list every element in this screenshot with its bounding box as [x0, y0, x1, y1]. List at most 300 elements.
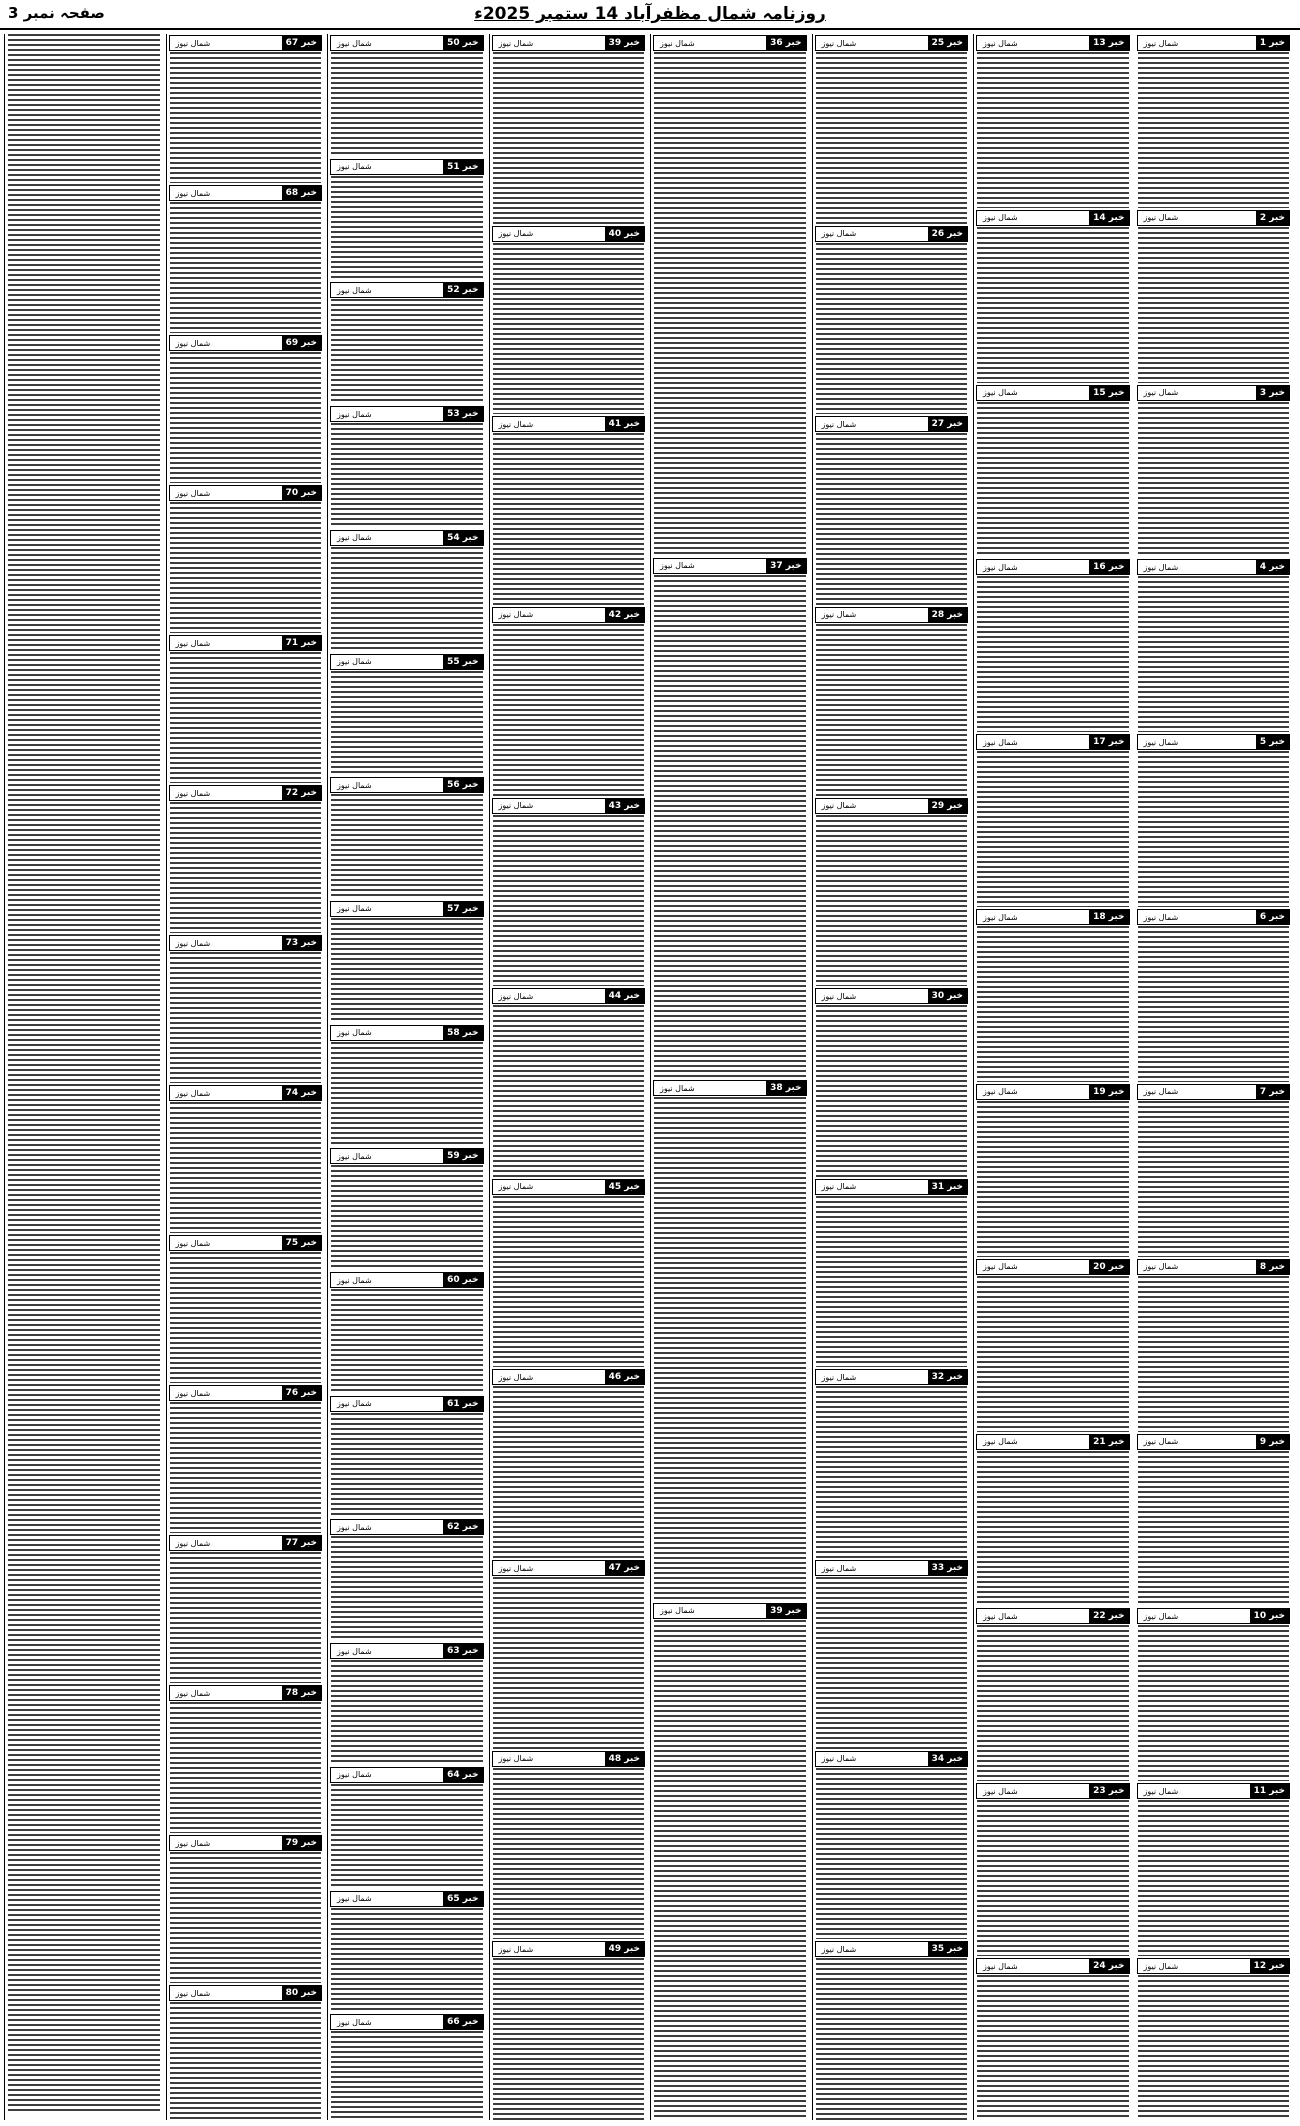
article-text-block — [331, 176, 483, 281]
article-text-block — [493, 1386, 645, 1558]
article-text-block — [977, 227, 1129, 383]
news-item-header — [1137, 909, 1291, 925]
news-item-header — [330, 1767, 484, 1783]
news-item-number: خبر 63 — [443, 1644, 482, 1658]
news-item-number: خبر 43 — [605, 799, 644, 813]
news-item-number: خبر 16 — [1089, 560, 1128, 574]
news-item — [490, 1941, 648, 2120]
news-item-number: خبر 1 — [1256, 36, 1289, 50]
news-item-header — [976, 385, 1130, 401]
article-text-block — [170, 1552, 322, 1683]
article-text-block — [493, 1958, 645, 2120]
article-text-block — [493, 815, 645, 987]
article-text-block — [331, 423, 483, 528]
section-label: شمال نیوز — [498, 801, 534, 810]
news-item — [974, 559, 1132, 733]
news-item-number: خبر 27 — [928, 417, 967, 431]
article-text-block — [1138, 1451, 1290, 1607]
news-item-header — [653, 1080, 807, 1096]
article-text-block — [1138, 576, 1290, 732]
article-text-block — [170, 1102, 322, 1233]
section-label: شمال نیوز — [821, 991, 857, 1001]
news-item-header — [330, 2014, 484, 2030]
news-item — [167, 635, 325, 784]
news-item-header — [169, 335, 323, 351]
news-item — [974, 35, 1132, 209]
news-item-header — [653, 558, 807, 574]
news-item — [974, 909, 1132, 1083]
news-item-header — [492, 988, 646, 1004]
news-item-header — [976, 1783, 1130, 1799]
news-item — [974, 1084, 1132, 1258]
news-item — [974, 1958, 1132, 2120]
news-item — [167, 1685, 325, 1834]
news-item — [328, 1891, 486, 2014]
article-text-block — [331, 547, 483, 652]
article-text-block — [816, 1768, 968, 1940]
news-item — [328, 2014, 486, 2120]
news-item-header — [492, 226, 646, 242]
news-item — [974, 1434, 1132, 1608]
news-item-header — [169, 935, 323, 951]
article-text-block — [1138, 1101, 1290, 1257]
news-item-header — [169, 1085, 323, 1101]
section-label: شمال نیوز — [983, 562, 1018, 572]
news-item-header — [815, 607, 969, 623]
section-label: شمال نیوز — [821, 229, 857, 239]
article-text-block — [170, 202, 322, 333]
section-label: شمال نیوز — [175, 38, 211, 48]
section-label: شمال نیوز — [498, 991, 534, 1001]
section-label: شمال نیوز — [337, 1151, 372, 1161]
news-item — [328, 1025, 486, 1148]
news-item — [490, 1369, 648, 1559]
news-item-header — [492, 1179, 646, 1195]
news-item-number: خبر 67 — [282, 36, 321, 50]
news-item — [328, 1767, 486, 1890]
news-item-number: خبر 20 — [1089, 1260, 1128, 1274]
news-item-header — [815, 416, 969, 432]
section-label: شمال نیوز — [175, 638, 211, 648]
article-text-block — [654, 575, 806, 1079]
news-item-header — [330, 282, 484, 298]
section-label: شمال نیوز — [175, 1988, 211, 1998]
news-item-header — [330, 777, 484, 793]
section-label: شمال نیوز — [498, 610, 534, 620]
news-item — [328, 1148, 486, 1271]
news-item-number: خبر 51 — [443, 160, 482, 174]
news-item-header — [1137, 559, 1291, 575]
news-item-number: خبر 28 — [928, 608, 967, 622]
article-text-block — [816, 243, 968, 415]
news-item-number: خبر 39 — [766, 1604, 805, 1618]
section-label: شمال نیوز — [498, 1754, 534, 1764]
news-item — [1135, 559, 1293, 733]
news-item-number: خبر 23 — [1089, 1784, 1128, 1798]
news-item — [1135, 210, 1293, 384]
news-item-header — [976, 1259, 1130, 1275]
news-item-number: خبر 44 — [605, 989, 644, 1003]
news-item-header — [815, 226, 969, 242]
news-item-header — [1137, 1084, 1291, 1100]
news-item — [328, 159, 486, 282]
news-item-number: خبر 78 — [282, 1686, 321, 1700]
news-item — [1135, 1259, 1293, 1433]
section-label: شمال نیوز — [337, 533, 372, 543]
news-item — [1135, 1084, 1293, 1258]
news-item-number: خبر 6 — [1256, 910, 1289, 924]
article-text-block — [170, 52, 322, 183]
article-text-block — [331, 1413, 483, 1518]
news-item-number: خبر 41 — [605, 417, 644, 431]
news-item-number: خبر 25 — [928, 36, 967, 50]
article-text-block — [1138, 402, 1290, 558]
section-label: شمال نیوز — [175, 188, 211, 198]
section-label: شمال نیوز — [175, 938, 211, 948]
article-text-block — [493, 243, 645, 415]
news-item-header — [330, 159, 484, 175]
news-item — [974, 734, 1132, 908]
section-label: شمال نیوز — [175, 1688, 211, 1698]
news-column — [812, 34, 971, 2120]
news-item-number: خبر 31 — [928, 1180, 967, 1194]
section-label: شمال نیوز — [821, 1563, 857, 1573]
section-label: شمال نیوز — [983, 1786, 1018, 1796]
news-item-header — [492, 798, 646, 814]
news-item-header — [1137, 210, 1291, 226]
news-item-header — [330, 1643, 484, 1659]
news-item — [1135, 35, 1293, 209]
article-text-block — [977, 1101, 1129, 1257]
news-item — [328, 1396, 486, 1519]
news-item — [490, 226, 648, 416]
news-item-number: خبر 61 — [443, 1397, 482, 1411]
news-item-number: خبر 55 — [443, 655, 482, 669]
article-text-block — [331, 1660, 483, 1765]
page-number: صفحہ نمبر 3 — [8, 4, 105, 22]
news-column — [1135, 34, 1293, 2120]
news-item — [328, 1643, 486, 1766]
news-item — [490, 1179, 648, 1369]
news-item-number: خبر 76 — [282, 1386, 321, 1400]
news-item — [651, 558, 809, 1080]
section-label: شمال نیوز — [175, 338, 211, 348]
news-item — [167, 485, 325, 634]
news-item — [328, 35, 486, 158]
news-item-number: خبر 54 — [443, 531, 482, 545]
section-label: شمال نیوز — [1143, 1437, 1179, 1447]
news-item-number: خبر 48 — [605, 1752, 644, 1766]
news-item-header — [815, 1751, 969, 1767]
article-text-block — [170, 2002, 322, 2120]
section-label: شمال نیوز — [337, 904, 372, 914]
news-item-number: خبر 59 — [443, 1149, 482, 1163]
section-label: شمال نیوز — [337, 1522, 372, 1532]
article-text-block — [331, 299, 483, 404]
article-text-block — [331, 1784, 483, 1889]
news-item-header — [169, 185, 323, 201]
article-text-block — [816, 1958, 968, 2120]
news-item-number: خبر 35 — [928, 1942, 967, 1956]
section-label: شمال نیوز — [175, 1838, 211, 1848]
news-item-header — [169, 1535, 323, 1551]
news-item — [328, 406, 486, 529]
news-item — [490, 1751, 648, 1941]
news-item — [328, 530, 486, 653]
article-text-block — [977, 1975, 1129, 2120]
news-item-number: خبر 60 — [443, 1273, 482, 1287]
news-item-number: خبر 40 — [605, 227, 644, 241]
news-item-number: خبر 18 — [1089, 910, 1128, 924]
section-label: شمال نیوز — [983, 912, 1018, 922]
news-item-header — [1137, 734, 1291, 750]
news-item-number: خبر 13 — [1089, 36, 1128, 50]
news-item-header — [169, 1685, 323, 1701]
news-item-header — [1137, 1259, 1291, 1275]
news-item-header — [492, 607, 646, 623]
news-item-header — [330, 1891, 484, 1907]
section-label: شمال نیوز — [660, 1606, 695, 1615]
article-text-block — [1138, 227, 1290, 383]
article-text-block — [331, 1536, 483, 1641]
news-item-header — [1137, 1958, 1291, 1974]
article-text-block — [331, 2031, 483, 2120]
news-columns — [4, 34, 1296, 2120]
news-item-header — [330, 1025, 484, 1041]
news-item-header — [169, 785, 323, 801]
news-item-header — [169, 635, 323, 651]
news-item — [813, 607, 971, 797]
section-label: شمال نیوز — [983, 38, 1018, 48]
news-column — [973, 34, 1132, 2120]
news-item-number: خبر 39 — [605, 36, 644, 50]
article-text-block — [816, 52, 968, 224]
news-item-number: خبر 19 — [1089, 1085, 1128, 1099]
news-item-number: خبر 3 — [1256, 386, 1289, 400]
article-text-block — [170, 1702, 322, 1833]
news-item-number: خبر 65 — [443, 1892, 482, 1906]
news-item — [651, 1603, 809, 2121]
news-item-number: خبر 72 — [282, 786, 321, 800]
article-text-block — [1138, 1800, 1290, 1956]
news-item-header — [653, 35, 807, 51]
news-item-number: خبر 52 — [443, 283, 482, 297]
news-item-number: خبر 69 — [282, 336, 321, 350]
section-label: شمال نیوز — [337, 162, 372, 172]
news-item-header — [815, 35, 969, 51]
news-column — [489, 34, 648, 2120]
news-item-number: خبر 77 — [282, 1536, 321, 1550]
news-item-header — [976, 909, 1130, 925]
news-item-number: خبر 34 — [928, 1752, 967, 1766]
article-text-block — [331, 918, 483, 1023]
article-text-block — [493, 52, 645, 224]
section-label: شمال نیوز — [821, 1372, 857, 1382]
section-label: شمال نیوز — [1143, 1087, 1179, 1097]
news-item-header — [330, 1519, 484, 1535]
news-item-header — [330, 530, 484, 546]
news-item-number: خبر 38 — [766, 1081, 805, 1095]
news-item-header — [815, 1560, 969, 1576]
news-item — [167, 785, 325, 934]
section-label: شمال نیوز — [498, 1944, 534, 1954]
news-item — [813, 798, 971, 988]
article-text-block — [1138, 751, 1290, 907]
news-item — [974, 1259, 1132, 1433]
news-item — [651, 35, 809, 557]
section-label: شمال نیوز — [821, 1182, 857, 1192]
news-item — [813, 1369, 971, 1559]
section-label: شمال نیوز — [175, 1238, 211, 1248]
section-label: شمال نیوز — [337, 2017, 372, 2027]
news-item-header — [1137, 1783, 1291, 1799]
news-item-number: خبر 56 — [443, 778, 482, 792]
news-item — [813, 35, 971, 225]
news-item-number: خبر 33 — [928, 1561, 967, 1575]
news-item — [1135, 734, 1293, 908]
section-label: شمال نیوز — [660, 561, 695, 570]
news-item-number: خبر 8 — [1256, 1260, 1289, 1274]
news-item — [813, 1560, 971, 1750]
news-item-header — [976, 35, 1130, 51]
news-item — [974, 210, 1132, 384]
news-item — [490, 607, 648, 797]
news-item-header — [492, 1941, 646, 1957]
article-text-block — [977, 1276, 1129, 1432]
section-label: شمال نیوز — [498, 419, 534, 429]
news-item — [1135, 909, 1293, 1083]
article-text-block — [170, 1252, 322, 1383]
news-item-number: خبر 80 — [282, 1986, 321, 2000]
news-item-header — [976, 1084, 1130, 1100]
section-label: شمال نیوز — [821, 801, 857, 810]
article-text-block — [493, 1768, 645, 1940]
news-item — [1135, 385, 1293, 559]
news-item-number: خبر 71 — [282, 636, 321, 650]
news-item-header — [330, 654, 484, 670]
news-item — [1135, 1608, 1293, 1782]
news-item — [167, 1535, 325, 1684]
section-label: شمال نیوز — [175, 1388, 211, 1398]
section-label: شمال نیوز — [983, 1437, 1018, 1447]
news-item-header — [330, 406, 484, 422]
section-label: شمال نیوز — [337, 780, 372, 790]
news-item — [167, 35, 325, 184]
article-text-block — [816, 1386, 968, 1558]
news-item — [490, 416, 648, 606]
article-text-block — [331, 1042, 483, 1147]
news-item-number: خبر 53 — [443, 407, 482, 421]
news-item-header — [1137, 1434, 1291, 1450]
article-text-block — [331, 1908, 483, 2013]
news-item-header — [976, 210, 1130, 226]
news-item-number: خبر 42 — [605, 608, 644, 622]
news-item-header — [492, 35, 646, 51]
news-item-header — [169, 1235, 323, 1251]
news-item-header — [169, 35, 323, 51]
news-item-number: خبر 9 — [1256, 1435, 1289, 1449]
section-label: شمال نیوز — [337, 1399, 372, 1409]
article-text-block — [977, 402, 1129, 558]
article-text-block — [654, 1620, 806, 2121]
news-column — [327, 34, 486, 2120]
news-item-number: خبر 17 — [1089, 735, 1128, 749]
section-label: شمال نیوز — [498, 1182, 534, 1192]
section-label: شمال نیوز — [175, 1088, 211, 1098]
news-item-number: خبر 46 — [605, 1370, 644, 1384]
news-item-number: خبر 37 — [766, 559, 805, 573]
article-text-block — [1138, 1625, 1290, 1781]
section-label: شمال نیوز — [983, 1611, 1018, 1621]
article-text-block — [816, 1577, 968, 1749]
news-item — [813, 416, 971, 606]
section-label: شمال نیوز — [337, 1770, 372, 1780]
section-label: شمال نیوز — [1143, 912, 1179, 922]
section-label: شمال نیوز — [175, 788, 211, 798]
news-item — [167, 1985, 325, 2120]
news-item-header — [330, 1396, 484, 1412]
article-text-block — [1138, 52, 1290, 208]
article-text-block — [816, 1005, 968, 1177]
news-item — [328, 282, 486, 405]
section-label: شمال نیوز — [1143, 1262, 1179, 1272]
news-item-header — [815, 988, 969, 1004]
article-text-block — [977, 1800, 1129, 1956]
news-item-header — [976, 1958, 1130, 1974]
news-item-number: خبر 74 — [282, 1086, 321, 1100]
news-item-number: خبر 12 — [1250, 1959, 1289, 1973]
news-item — [974, 385, 1132, 559]
news-item-number: خبر 36 — [766, 36, 805, 50]
news-item-number: خبر 15 — [1089, 386, 1128, 400]
section-label: شمال نیوز — [337, 285, 372, 295]
news-item-number: خبر 58 — [443, 1026, 482, 1040]
section-label: شمال نیوز — [337, 657, 372, 667]
news-item-number: خبر 32 — [928, 1370, 967, 1384]
news-item-header — [169, 1835, 323, 1851]
news-item-header — [330, 35, 484, 51]
news-item-header — [330, 1272, 484, 1288]
news-item-header — [492, 1560, 646, 1576]
news-item-header — [976, 559, 1130, 575]
article-text-block — [1138, 1975, 1290, 2120]
news-item-number: خبر 24 — [1089, 1959, 1128, 1973]
news-item — [328, 901, 486, 1024]
section-label: شمال نیوز — [337, 1028, 372, 1038]
section-label: شمال نیوز — [983, 737, 1018, 747]
news-item-header — [815, 1941, 969, 1957]
news-item — [328, 1272, 486, 1395]
section-label: شمال نیوز — [1143, 737, 1179, 747]
news-item — [813, 1941, 971, 2120]
article-text-block — [170, 1852, 322, 1983]
news-item — [167, 935, 325, 1084]
news-item-number: خبر 70 — [282, 486, 321, 500]
section-label: شمال نیوز — [175, 1538, 211, 1548]
news-item — [167, 1835, 325, 1984]
news-item-number: خبر 30 — [928, 989, 967, 1003]
article-text-block — [170, 652, 322, 783]
article-text-block — [493, 1577, 645, 1749]
news-item-header — [815, 798, 969, 814]
news-item-header — [492, 1751, 646, 1767]
news-column — [4, 34, 163, 2120]
article-text-block — [170, 952, 322, 1083]
section-label: شمال نیوز — [821, 38, 857, 48]
section-label: شمال نیوز — [1143, 213, 1179, 223]
news-item-header — [976, 734, 1130, 750]
masthead — [0, 0, 1300, 30]
